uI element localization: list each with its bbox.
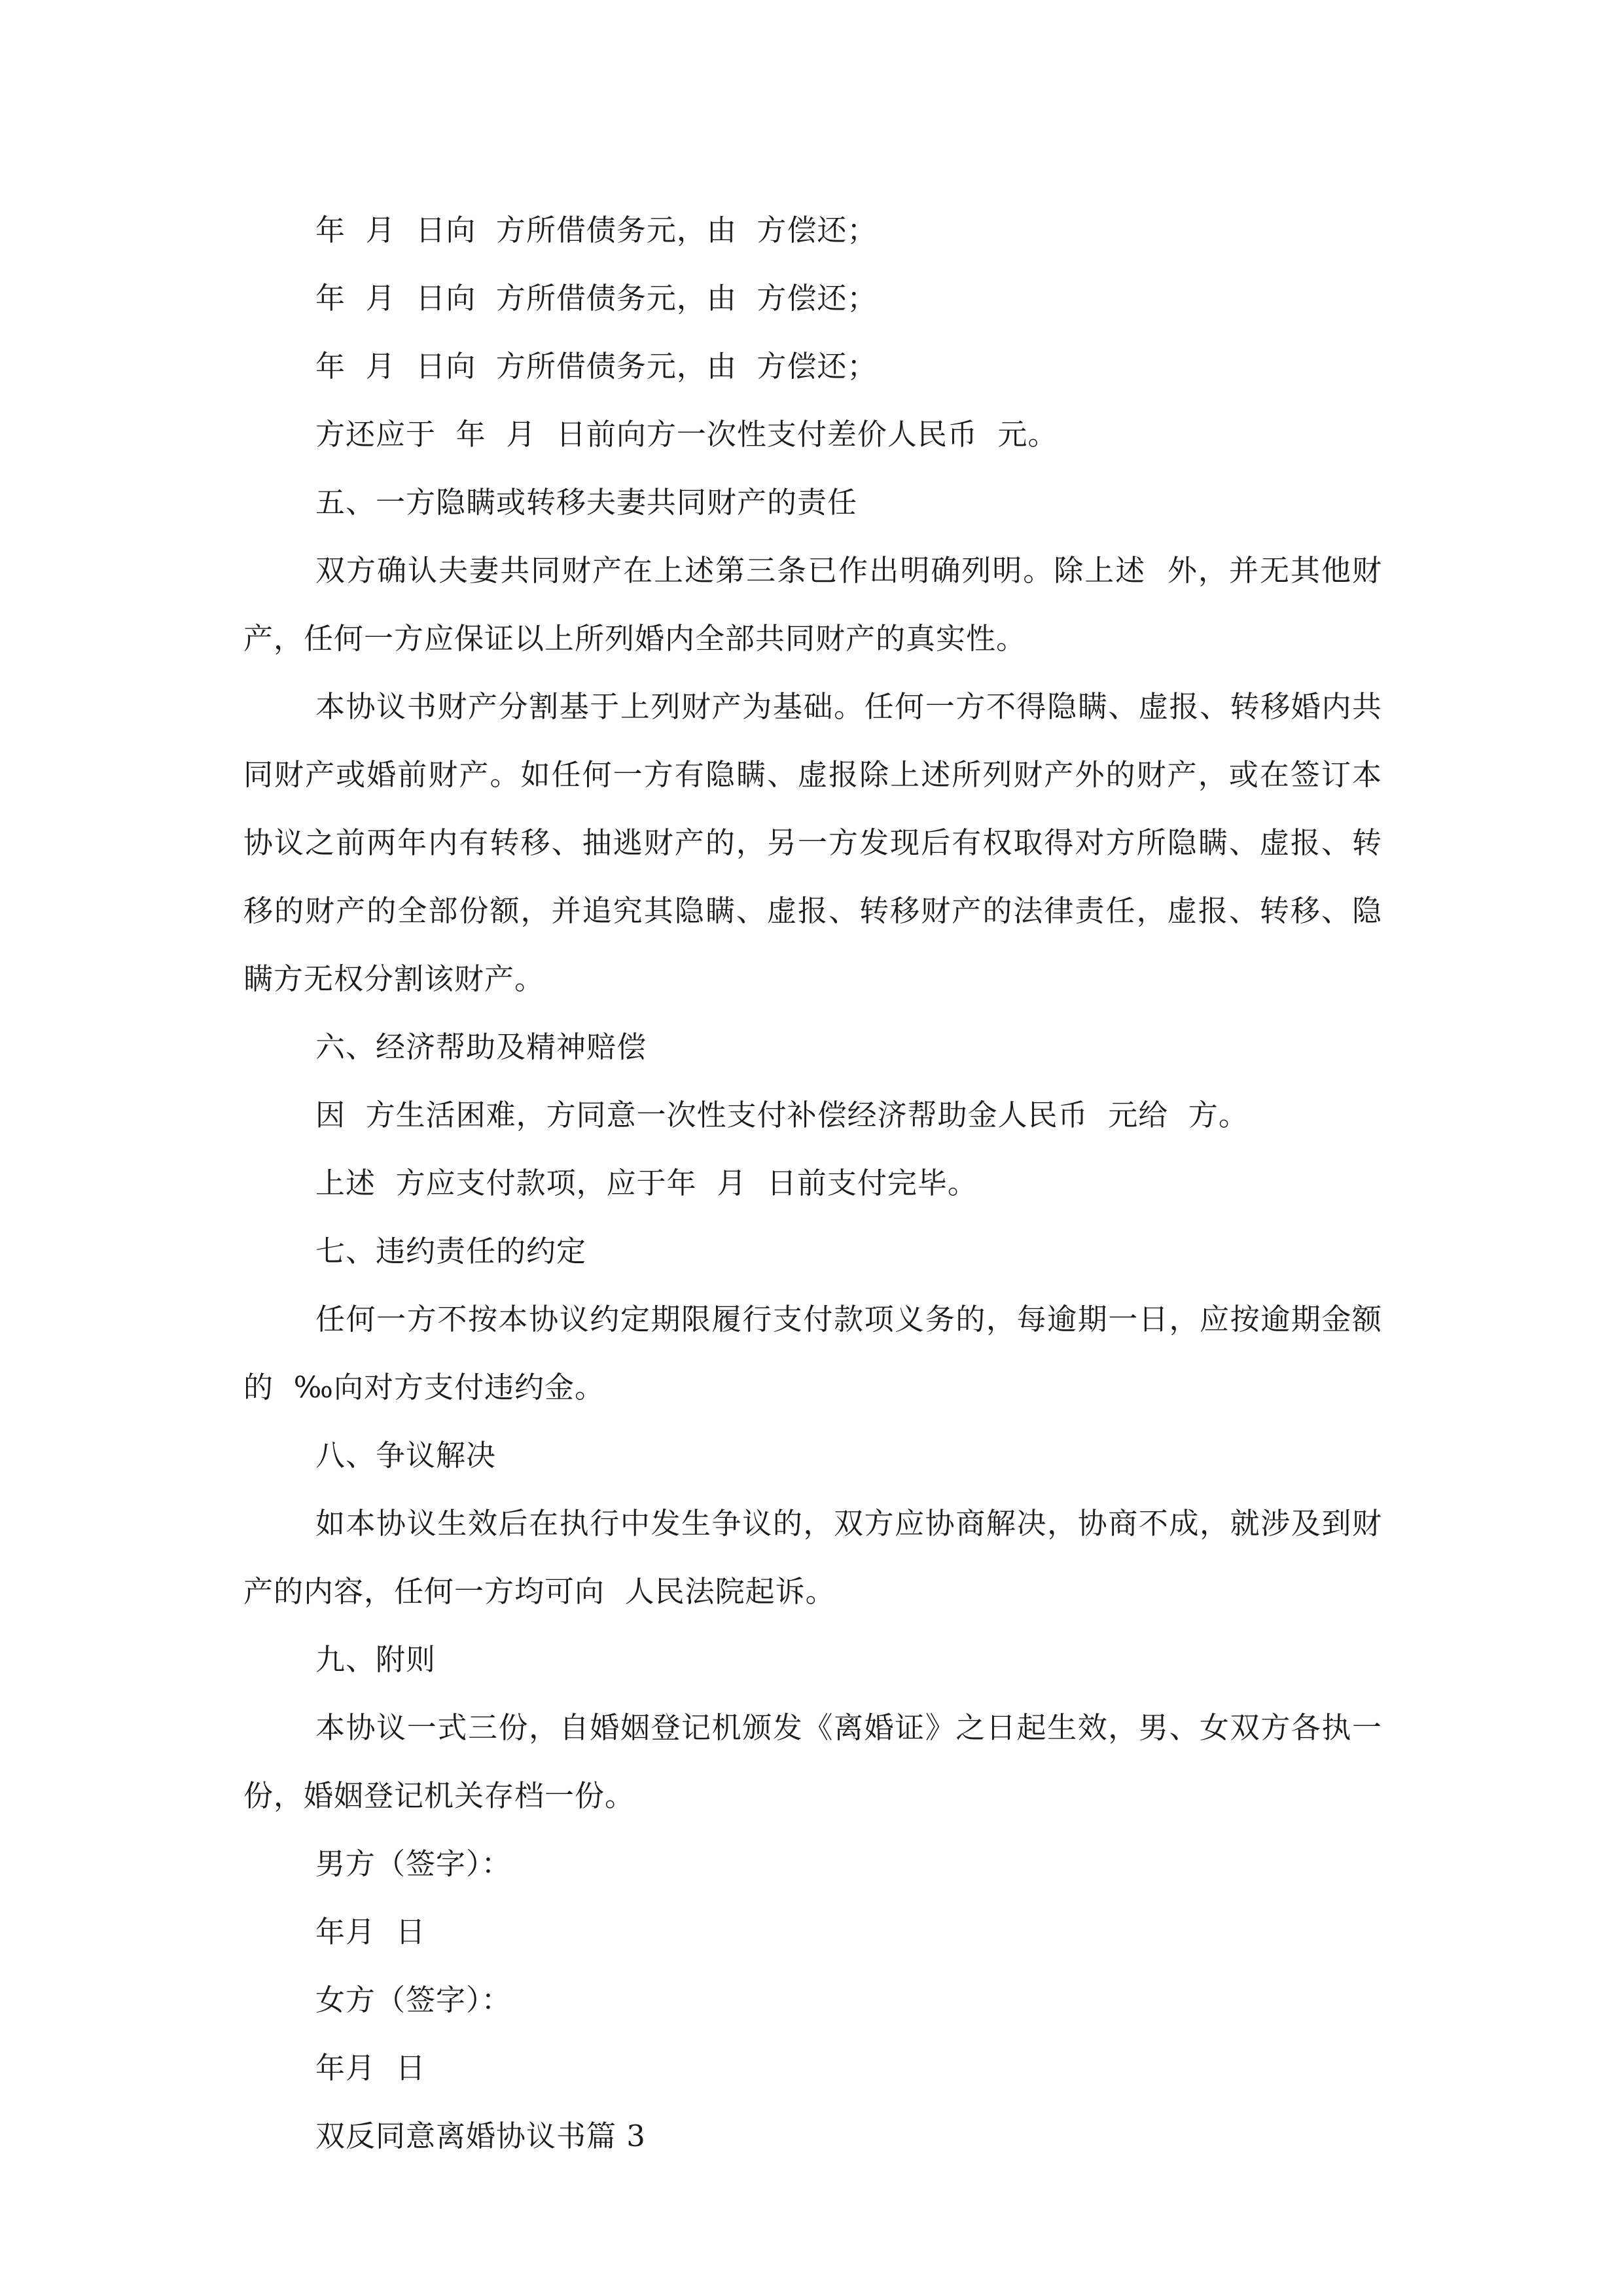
- section-heading-8: 八、争议解决: [315, 1438, 497, 1473]
- debt-line-2: 年 月 日向 方所借债务元，由 方偿还；: [315, 281, 878, 315]
- male-signature-date: 年月 日: [315, 1914, 426, 1949]
- section-6-paragraph-1: 因 方生活困难，方同意一次性支付补偿经济帮助金人民币 元给 方。: [315, 1098, 1249, 1132]
- male-signature-label: 男方（签字）：: [315, 1846, 512, 1881]
- section-heading-9: 九、附则: [315, 1642, 437, 1677]
- price-difference-line: 方还应于 年 月 日前向方一次性支付差价人民币 元。: [315, 417, 1058, 452]
- debt-line-3: 年 月 日向 方所借债务元，由 方偿还；: [315, 349, 878, 384]
- debt-line-1: 年 月 日向 方所借债务元，由 方偿还；: [315, 213, 878, 247]
- section-heading-6: 六、经济帮助及精神赔偿: [315, 1030, 647, 1064]
- section-8-paragraph: 如本协议生效后在执行中发生争议的，双方应协商解决，协商不成，就涉及到财产的内容，任何一方均可向 人民法院起诉。: [243, 1506, 1382, 1609]
- female-signature-label: 女方（签字）：: [315, 1982, 512, 2017]
- female-signature-date: 年月 日: [315, 2051, 426, 2085]
- section-6-paragraph-2: 上述 方应支付款项，应于年 月 日前支付完毕。: [315, 1166, 978, 1200]
- section-5-paragraph-2: 本协议书财产分割基于上列财产为基础。任何一方不得隐瞒、虚报、转移婚内共同财产或婚前财产。如任何一方有隐瞒、虚报除上述所列财产外的财产，或在签订本协议之前两年内有转移、抽逃财产的，另一方发现后有权取得对方所隐瞒、虚报、转移的财产的全部份额，并追究其隐瞒、虚报、转移财产的法律责任，虚报、转移、隐瞒方无权分割该财产。: [243, 689, 1382, 996]
- section-7-paragraph: 任何一方不按本协议约定期限履行支付款项义务的，每逾期一日，应按逾期金额的 ‰向对方支付违约金。: [243, 1302, 1382, 1405]
- section-heading-5: 五、一方隐瞒或转移夫妻共同财产的责任: [315, 485, 858, 520]
- section-5-paragraph-1: 双方确认夫妻共同财产在上述第三条已作出明确列明。除上述 外，并无其他财产，任何一方应保证以上所列婚内全部共同财产的真实性。: [243, 553, 1382, 656]
- next-document-title: 双反同意离婚协议书篇 3: [315, 2119, 646, 2153]
- document-body: [243, 196, 1382, 2170]
- section-9-paragraph: 本协议一式三份，自婚姻登记机颁发《离婚证》之日起生效，男、女双方各执一份，婚姻登记机关存档一份。: [243, 1710, 1382, 1813]
- section-heading-7: 七、违约责任的约定: [315, 1234, 587, 1268]
